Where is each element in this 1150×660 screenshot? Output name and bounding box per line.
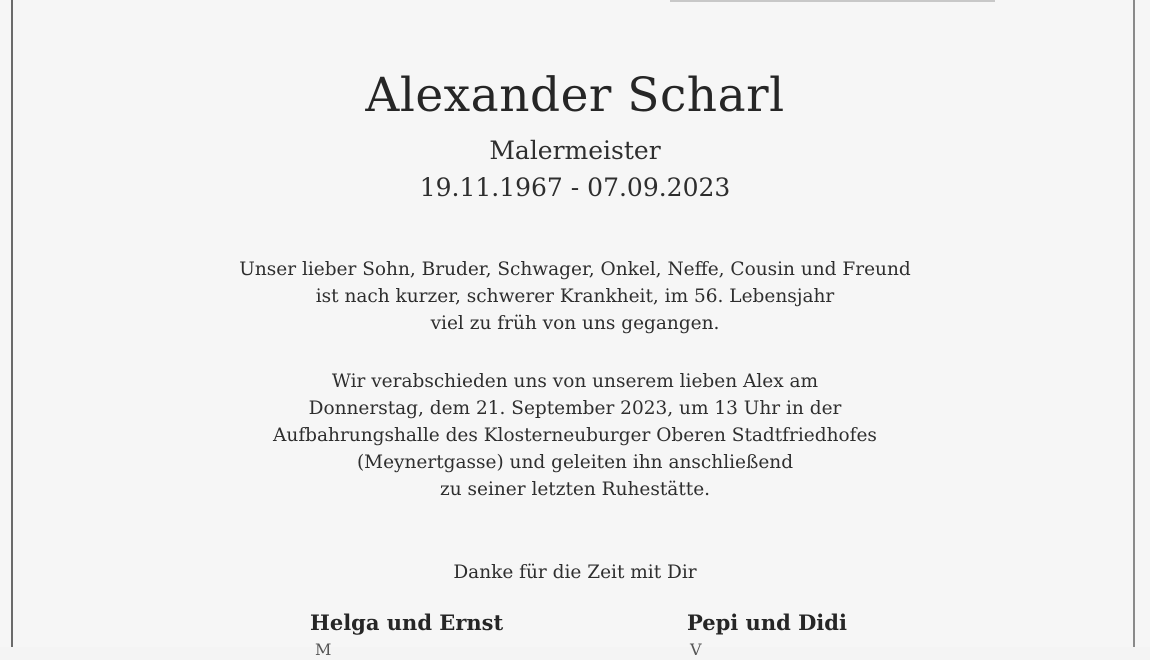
text-line: ist nach kurzer, schwerer Krankheit, im 56. Lebensjahr: [315, 286, 835, 307]
deceased-name: Alexander Scharl: [365, 68, 785, 123]
text-line: Donnerstag, dem 21. September 2023, um 13 Uhr in der: [308, 398, 842, 419]
text-line: (Meynertgasse) und geleiten ihn anschließend: [356, 452, 794, 473]
text-line: zu seiner letzten Ruhestätte.: [439, 479, 711, 500]
scan-edge-line: [670, 0, 995, 2]
text-line: Wir verabschieden uns von unserem lieben Alex am: [331, 371, 819, 392]
signature-left-relation: M: [315, 640, 332, 659]
life-dates: 19.11.1967 - 07.09.2023: [419, 173, 731, 202]
signature-right: Pepi und Didi: [687, 610, 847, 635]
profession: Malermeister: [489, 136, 661, 165]
announcement-paragraph: [0, 256, 1150, 337]
text-line: viel zu früh von uns gegangen.: [430, 313, 720, 334]
signature-right-relation: V: [690, 640, 702, 659]
thanks-line: Danke für die Zeit mit Dir: [453, 562, 697, 583]
text-line: Aufbahrungshalle des Klosterneuburger Oberen Stadtfriedhofes: [273, 425, 877, 446]
funeral-details-paragraph: [0, 368, 1150, 503]
text-line: Unser lieber Sohn, Bruder, Schwager, Onkel, Neffe, Cousin und Freund: [239, 259, 911, 280]
signature-left: Helga und Ernst: [310, 610, 504, 635]
